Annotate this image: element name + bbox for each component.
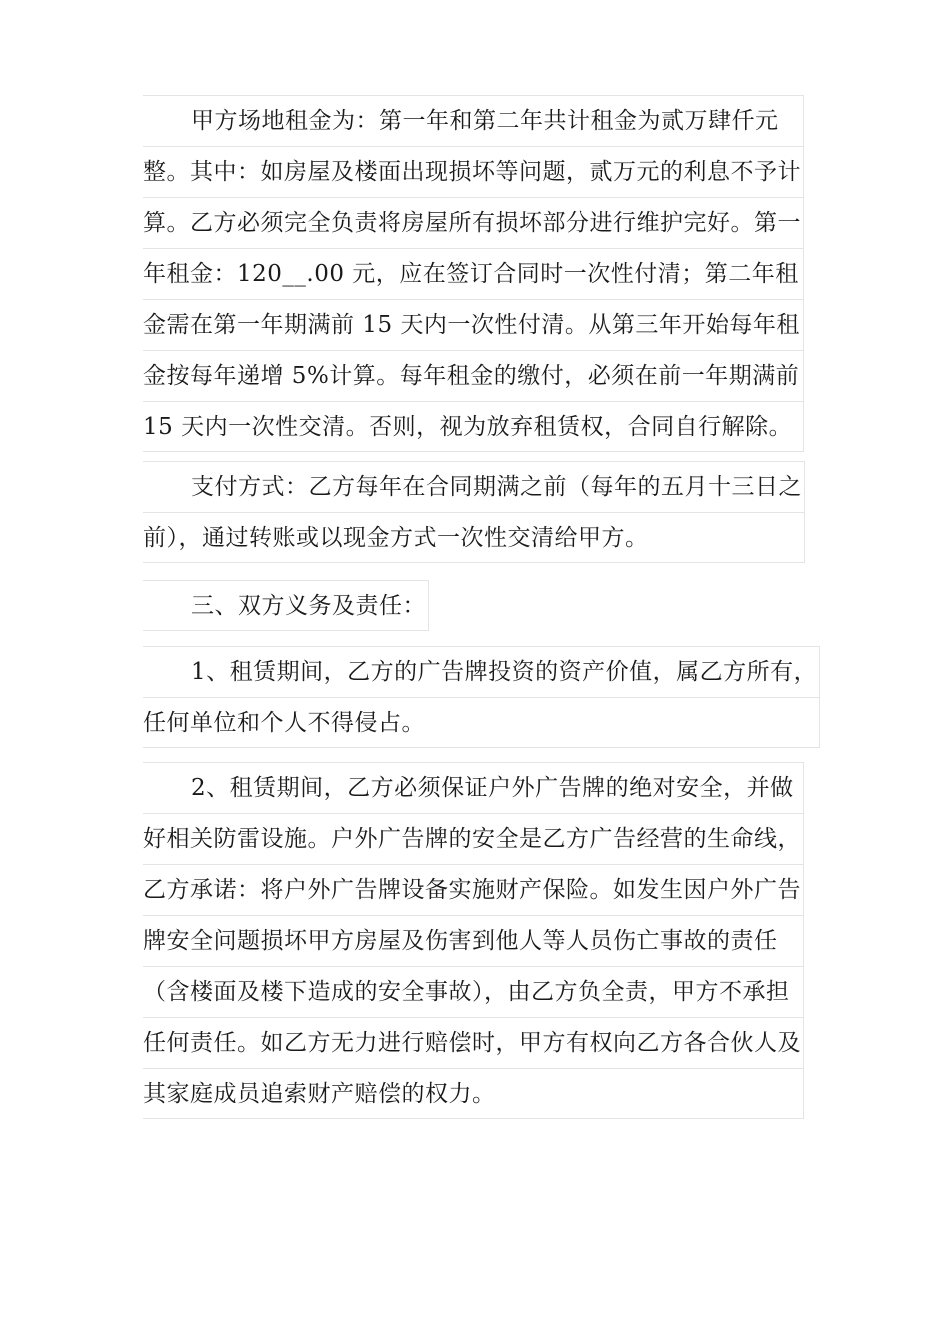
text-line: 三、双方义务及责任： [143, 580, 429, 631]
text-line: 金按每年递增 5%计算。每年租金的缴付，必须在前一年期满前 [143, 350, 804, 401]
text-line: 任何责任。如乙方无力进行赔偿时，甲方有权向乙方各合伙人及 [143, 1017, 804, 1068]
text-line: 2、租赁期间，乙方必须保证户外广告牌的绝对安全，并做 [143, 762, 804, 813]
text-line: 1、租赁期间，乙方的广告牌投资的资产价值，属乙方所有， [143, 646, 820, 697]
text-line: 15 天内一次性交清。否则，视为放弃租赁权，合同自行解除。 [143, 401, 804, 452]
text-line: （含楼面及楼下造成的安全事故），由乙方负全责，甲方不承担 [143, 966, 804, 1017]
text-line: 支付方式：乙方每年在合同期满之前（每年的五月十三日之 [143, 461, 805, 512]
text-line: 乙方承诺：将户外广告牌设备实施财产保险。如发生因户外广告 [143, 864, 804, 915]
text-line: 好相关防雷设施。户外广告牌的安全是乙方广告经营的生命线， [143, 813, 804, 864]
paragraph-clause-1 [143, 646, 820, 748]
paragraph-clause-2 [143, 762, 804, 1119]
text-line: 整。其中：如房屋及楼面出现损坏等问题，贰万元的利息不予计 [143, 146, 804, 197]
text-line: 牌安全问题损坏甲方房屋及伤害到他人等人员伤亡事故的责任 [143, 915, 804, 966]
text-line: 任何单位和个人不得侵占。 [143, 697, 820, 748]
text-line: 年租金：120__.00 元，应在签订合同时一次性付清；第二年租 [143, 248, 804, 299]
paragraph-rent [143, 95, 804, 452]
paragraph-payment-method [143, 461, 805, 563]
text-line: 金需在第一年期满前 15 天内一次性付清。从第三年开始每年租 [143, 299, 804, 350]
text-line: 前），通过转账或以现金方式一次性交清给甲方。 [143, 512, 805, 563]
text-line: 甲方场地租金为：第一年和第二年共计租金为贰万肆仟元 [143, 95, 804, 146]
text-line: 算。乙方必须完全负责将房屋所有损坏部分进行维护完好。第一 [143, 197, 804, 248]
section-heading-obligations [143, 580, 429, 631]
text-line: 其家庭成员追索财产赔偿的权力。 [143, 1068, 804, 1119]
